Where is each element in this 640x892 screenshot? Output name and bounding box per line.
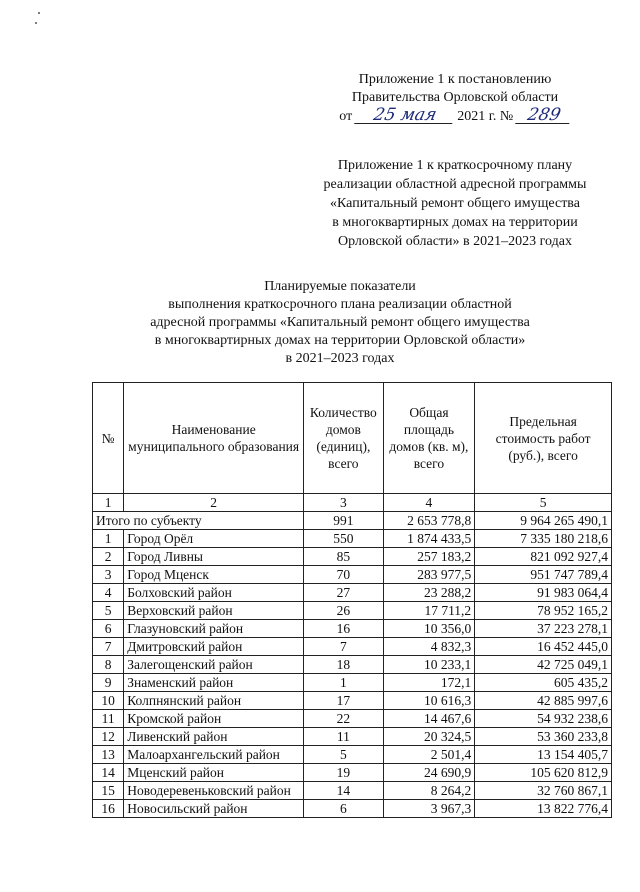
table-row [93,782,612,800]
row-num: 15 [93,782,124,800]
plan-ref-line: реализации областной адресной программы [323,177,587,192]
row-area: 24 690,9 [383,764,475,782]
row-cost: 78 952 165,2 [475,602,612,620]
table-row [93,548,612,566]
row-num: 5 [93,602,124,620]
index-cell: 2 [124,494,304,512]
row-area: 257 183,2 [383,548,475,566]
header-area: Общая площадь домов (кв. м), всего [383,383,475,494]
header-date-number-row [300,107,610,126]
table-row [93,620,612,638]
table-row [93,566,612,584]
row-count: 5 [304,746,384,764]
table-row [93,746,612,764]
row-area: 14 467,6 [383,710,475,728]
row-cost: 37 223 278,1 [475,620,612,638]
row-cost: 53 360 233,8 [475,728,612,746]
row-area: 2 501,4 [383,746,475,764]
table-row [93,638,612,656]
header-line-2: Правительства Орловской области [351,90,559,105]
row-name: Ливенский район [124,728,304,746]
row-area: 10 233,1 [383,656,475,674]
row-count: 85 [304,548,384,566]
row-num: 13 [93,746,124,764]
row-count: 17 [304,692,384,710]
row-area: 23 288,2 [383,584,475,602]
row-name: Знаменский район [124,674,304,692]
row-area: 172,1 [383,674,475,692]
index-cell: 1 [93,494,124,512]
table-row [93,710,612,728]
row-count: 19 [304,764,384,782]
row-count: 550 [304,530,384,548]
row-area: 283 977,5 [383,566,475,584]
row-count: 18 [304,656,384,674]
title-line: адресной программы «Капитальный ремонт общего имущества [150,315,530,330]
row-num: 3 [93,566,124,584]
row-count: 26 [304,602,384,620]
row-count: 22 [304,710,384,728]
row-count: 16 [304,620,384,638]
handwritten-number: 289 [515,107,573,124]
column-index-row [93,494,612,512]
title-line: в многоквартирных домах на территории Орловской области» [154,333,526,348]
row-area: 20 324,5 [383,728,475,746]
row-num: 4 [93,584,124,602]
row-num: 9 [93,674,124,692]
table-row [93,692,612,710]
plan-ref-line: «Капитальный ремонт общего имущества [330,196,580,211]
total-count: 991 [304,512,384,530]
row-num: 7 [93,638,124,656]
row-cost: 7 335 180 218,6 [475,530,612,548]
header-name: Наименование муниципального образования [124,383,304,494]
row-name: Новодеревеньковский район [124,782,304,800]
row-count: 70 [304,566,384,584]
row-area: 3 967,3 [383,800,475,818]
index-cell: 5 [475,494,612,512]
row-area: 17 711,2 [383,602,475,620]
row-name: Малоархангельский район [124,746,304,764]
indicators-table [92,382,612,818]
row-cost: 91 983 064,4 [475,584,612,602]
document-title [100,278,580,368]
plan-ref-line: в многоквартирных домах на территории [332,215,578,230]
row-name: Мценский район [124,764,304,782]
row-num: 11 [93,710,124,728]
row-name: Верховский район [124,602,304,620]
row-name: Глазуновский район [124,620,304,638]
title-line: выполнения краткосрочного плана реализации областной [168,297,512,312]
scan-speck [38,12,40,14]
row-area: 10 616,3 [383,692,475,710]
title-line: Планируемые показатели [264,279,416,294]
row-cost: 821 092 927,4 [475,548,612,566]
row-count: 1 [304,674,384,692]
scan-speck [35,22,37,24]
row-cost: 605 435,2 [475,674,612,692]
total-area: 2 653 778,8 [383,512,475,530]
row-name: Дмитровский район [124,638,304,656]
total-label: Итого по субъекту [93,512,304,530]
total-row [93,512,612,530]
row-num: 10 [93,692,124,710]
row-cost: 16 452 445,0 [475,638,612,656]
row-cost: 13 154 405,7 [475,746,612,764]
table-row [93,530,612,548]
row-num: 16 [93,800,124,818]
index-cell: 4 [383,494,475,512]
row-name: Залегощенский район [124,656,304,674]
plan-ref-line: Приложение 1 к краткосрочному плану [337,158,573,173]
year-number-label: 2021 г. № [457,109,514,124]
handwritten-date: 25 мая [354,107,456,124]
row-name: Город Ливны [124,548,304,566]
header-cost: Предельная стоимость работ (руб.), всего [475,383,612,494]
table-row [93,656,612,674]
table-header-row [93,383,612,494]
total-cost: 9 964 265 490,1 [475,512,612,530]
header-count: Количество домов (единиц), всего [304,383,384,494]
row-cost: 42 885 997,6 [475,692,612,710]
row-num: 12 [93,728,124,746]
row-cost: 951 747 789,4 [475,566,612,584]
from-prefix: от [339,109,353,124]
row-name: Колпнянский район [124,692,304,710]
row-count: 7 [304,638,384,656]
table-row [93,602,612,620]
row-name: Город Орёл [124,530,304,548]
row-cost: 54 932 238,6 [475,710,612,728]
row-name: Кромской район [124,710,304,728]
title-line: в 2021–2023 годах [285,351,395,366]
table-row [93,674,612,692]
row-area: 1 874 433,5 [383,530,475,548]
row-count: 14 [304,782,384,800]
row-name: Город Мценск [124,566,304,584]
table-row [93,764,612,782]
row-count: 27 [304,584,384,602]
row-cost: 42 725 049,1 [475,656,612,674]
plan-ref-line: Орловской области» в 2021–2023 годах [338,234,572,249]
row-area: 10 356,0 [383,620,475,638]
row-num: 6 [93,620,124,638]
header-num: № [93,383,124,494]
row-count: 6 [304,800,384,818]
row-num: 2 [93,548,124,566]
row-cost: 13 822 776,4 [475,800,612,818]
row-cost: 105 620 812,9 [475,764,612,782]
row-area: 8 264,2 [383,782,475,800]
index-cell: 3 [304,494,384,512]
row-area: 4 832,3 [383,638,475,656]
row-num: 14 [93,764,124,782]
header-line-1: Приложение 1 к постановлению [358,72,552,87]
resolution-header [300,71,610,126]
row-cost: 32 760 867,1 [475,782,612,800]
row-name: Новосильский район [124,800,304,818]
row-count: 11 [304,728,384,746]
row-name: Болховский район [124,584,304,602]
row-num: 8 [93,656,124,674]
table-row [93,728,612,746]
plan-reference-block [300,156,610,251]
table-row [93,584,612,602]
table-row [93,800,612,818]
row-num: 1 [93,530,124,548]
